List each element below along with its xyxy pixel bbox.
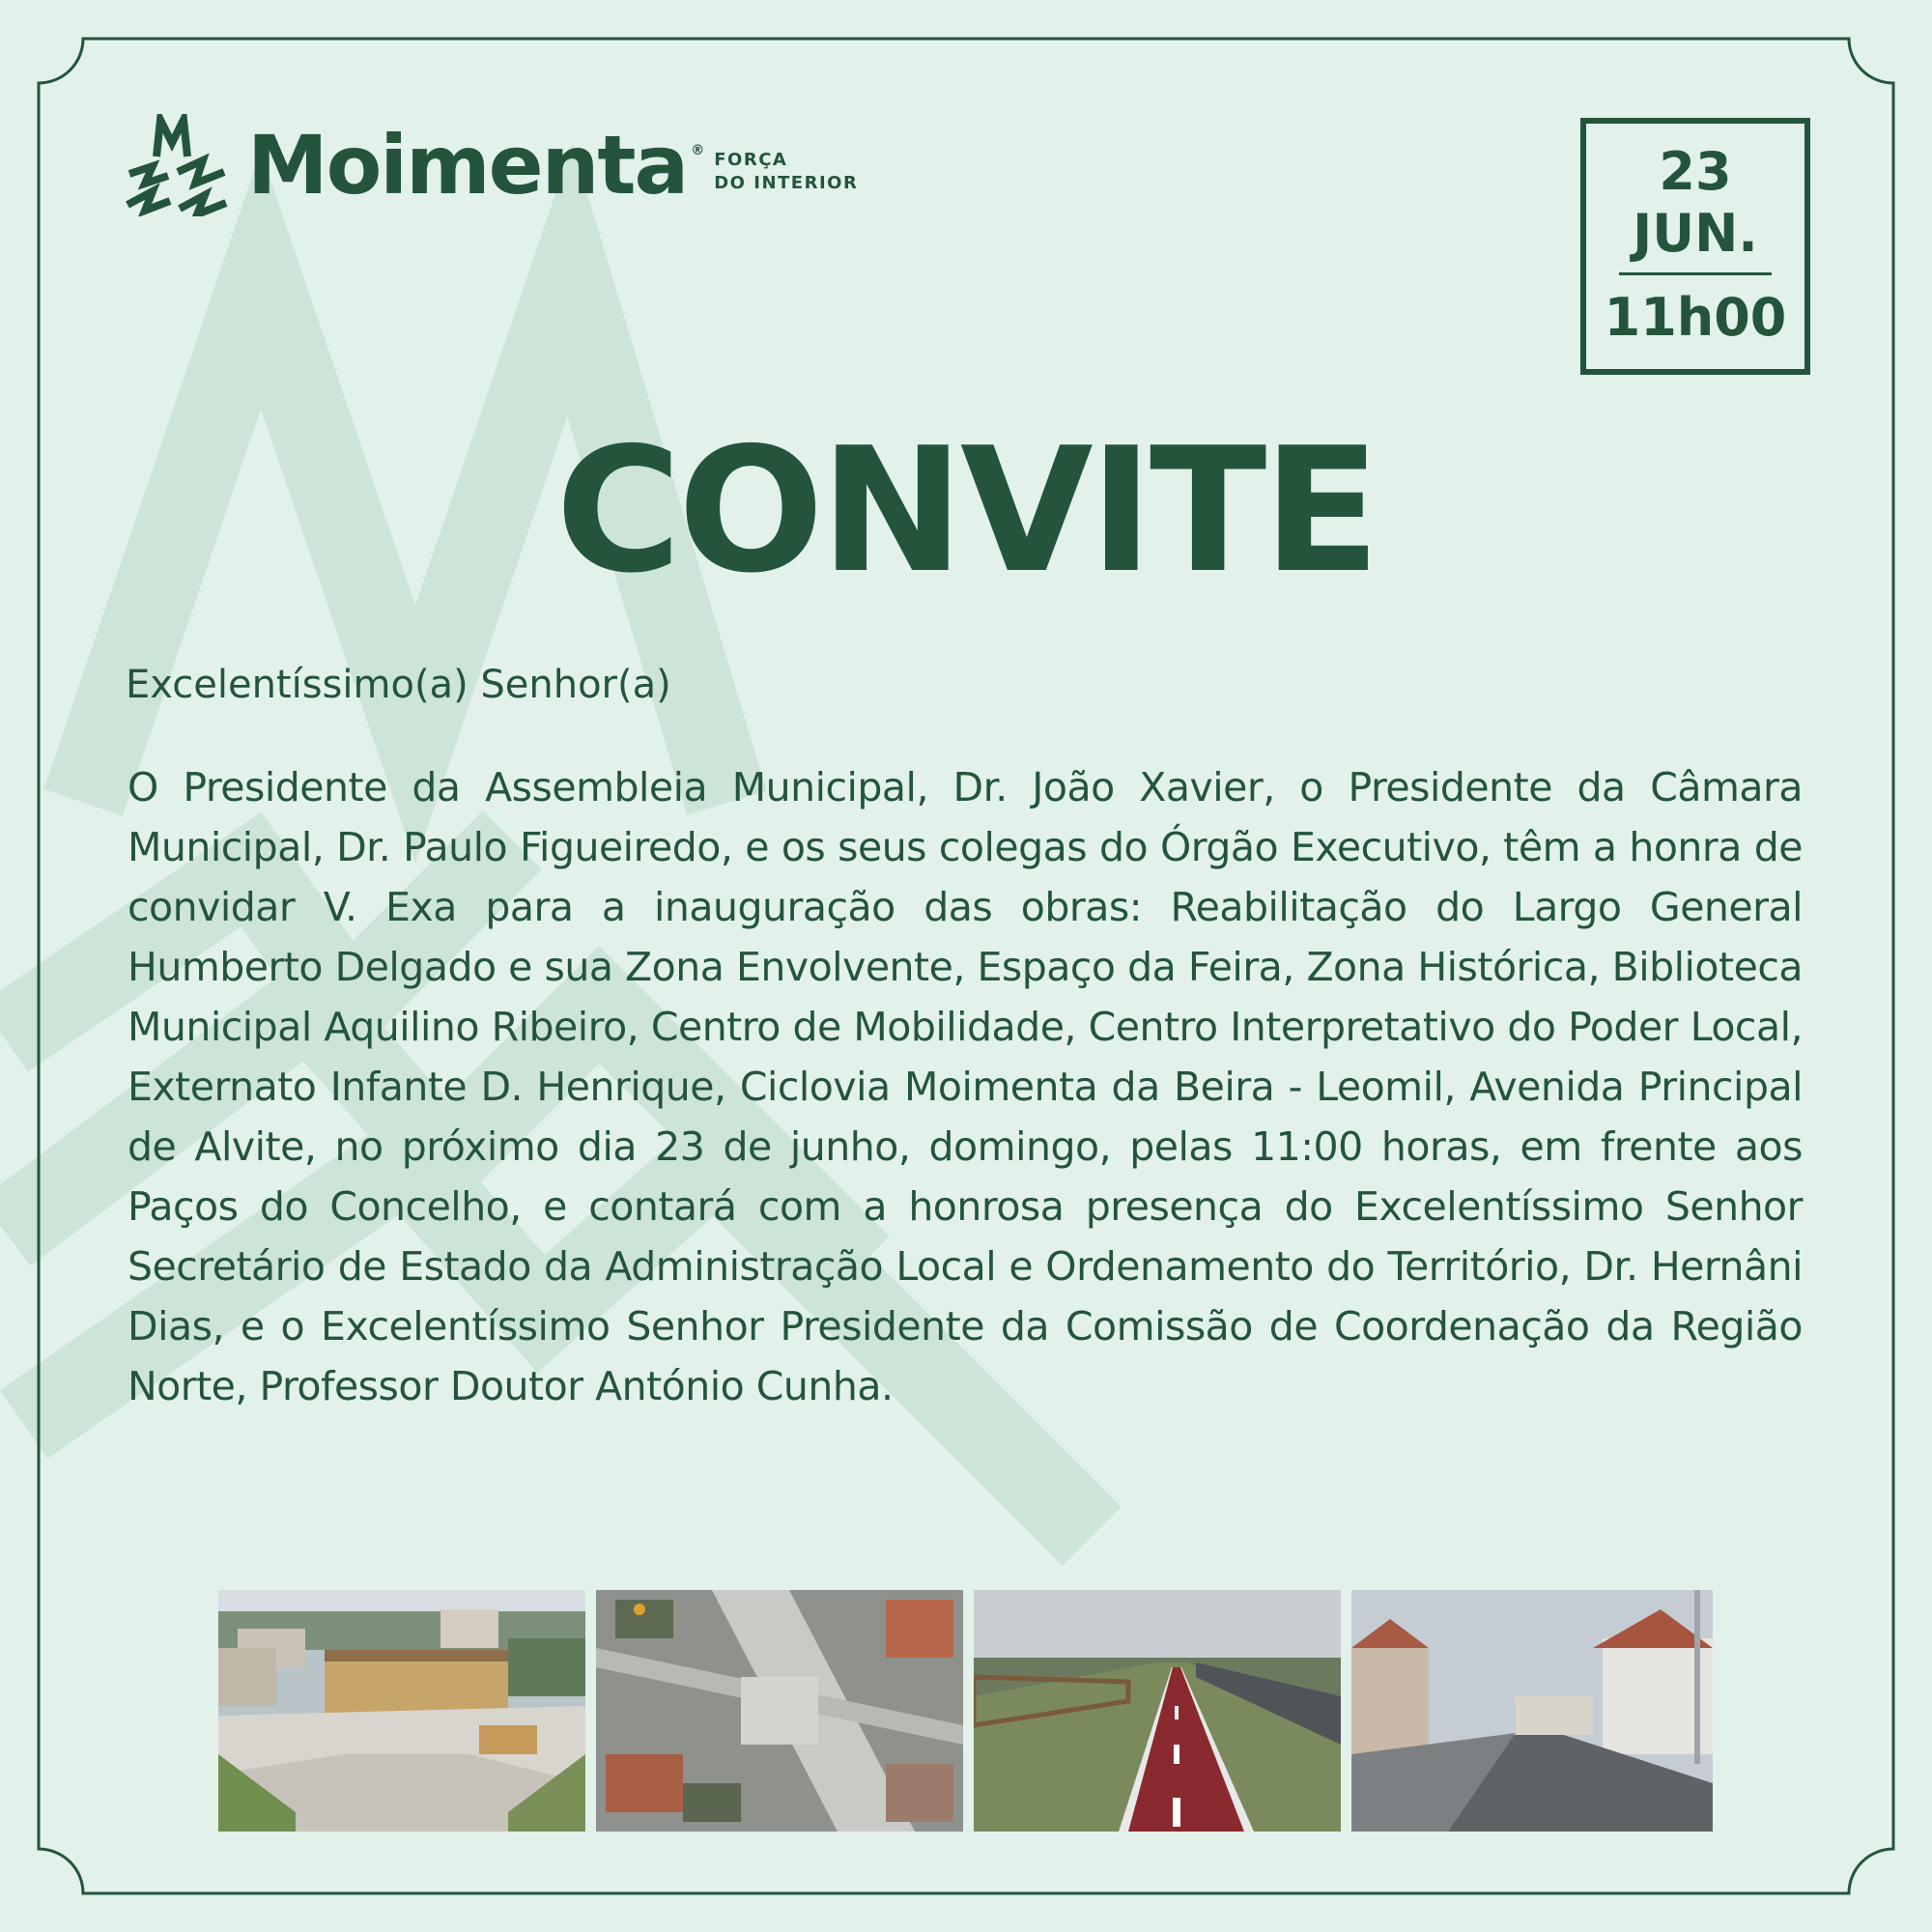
satellite-map-photo	[596, 1590, 963, 1832]
town-square-aerial-photo	[218, 1590, 585, 1832]
event-day: 23	[1659, 141, 1732, 202]
cycle-path-photo	[974, 1590, 1341, 1832]
event-time: 11h00	[1604, 287, 1787, 348]
page-title: CONVITE	[555, 411, 1377, 611]
moimenta-logo-icon	[124, 114, 232, 216]
date-divider	[1619, 272, 1772, 275]
event-date-box	[1580, 118, 1810, 375]
salutation: Excelentíssimo(a) Senhor(a)	[126, 663, 671, 707]
invitation-body: O Presidente da Assembleia Municipal, Dr. João Xavier, o Presidente da Câmara Municipal, Dr. Paulo Figueiredo, e os seus colegas do Órgão Executivo, têm a honra de convidar V. Exa para a inauguração das obras: Reabilitação do Largo General Humberto Delgado e sua Zona Envolvente, Espaço da Feira, Zona Histórica, Biblioteca Municipal Aquilino Ribeiro, Centro de Mobilidade, Centro Interpretativo do Poder Local, Externato Infante D. Henrique, Ciclovia Moimenta da Beira - Leomil, Avenida Principal de Alvite, no próximo dia 23 de junho, domingo, pelas 11:00 horas, em frente aos Paços do Concelho, e contará com a honrosa presença do Excelentíssimo Senhor Secretário de Estado da Administração Local e Ordenamento do Território, Dr. Hernâni Dias, e o Excelentíssimo Senhor Presidente da Comissão de Coordenação da Região Norte, Professor Doutor António Cunha.	[128, 764, 1803, 1409]
registered-mark: ®	[691, 143, 705, 158]
street-photo	[1351, 1590, 1713, 1832]
brand-tagline	[714, 149, 858, 195]
photo-strip	[0, 1590, 1932, 1832]
tagline-line-1: FORÇA	[714, 150, 788, 170]
brand-logo	[124, 114, 858, 216]
brand-name: Moimenta	[247, 118, 688, 213]
tagline-line-2: DO INTERIOR	[714, 173, 859, 193]
event-month: JUN.	[1633, 203, 1758, 264]
